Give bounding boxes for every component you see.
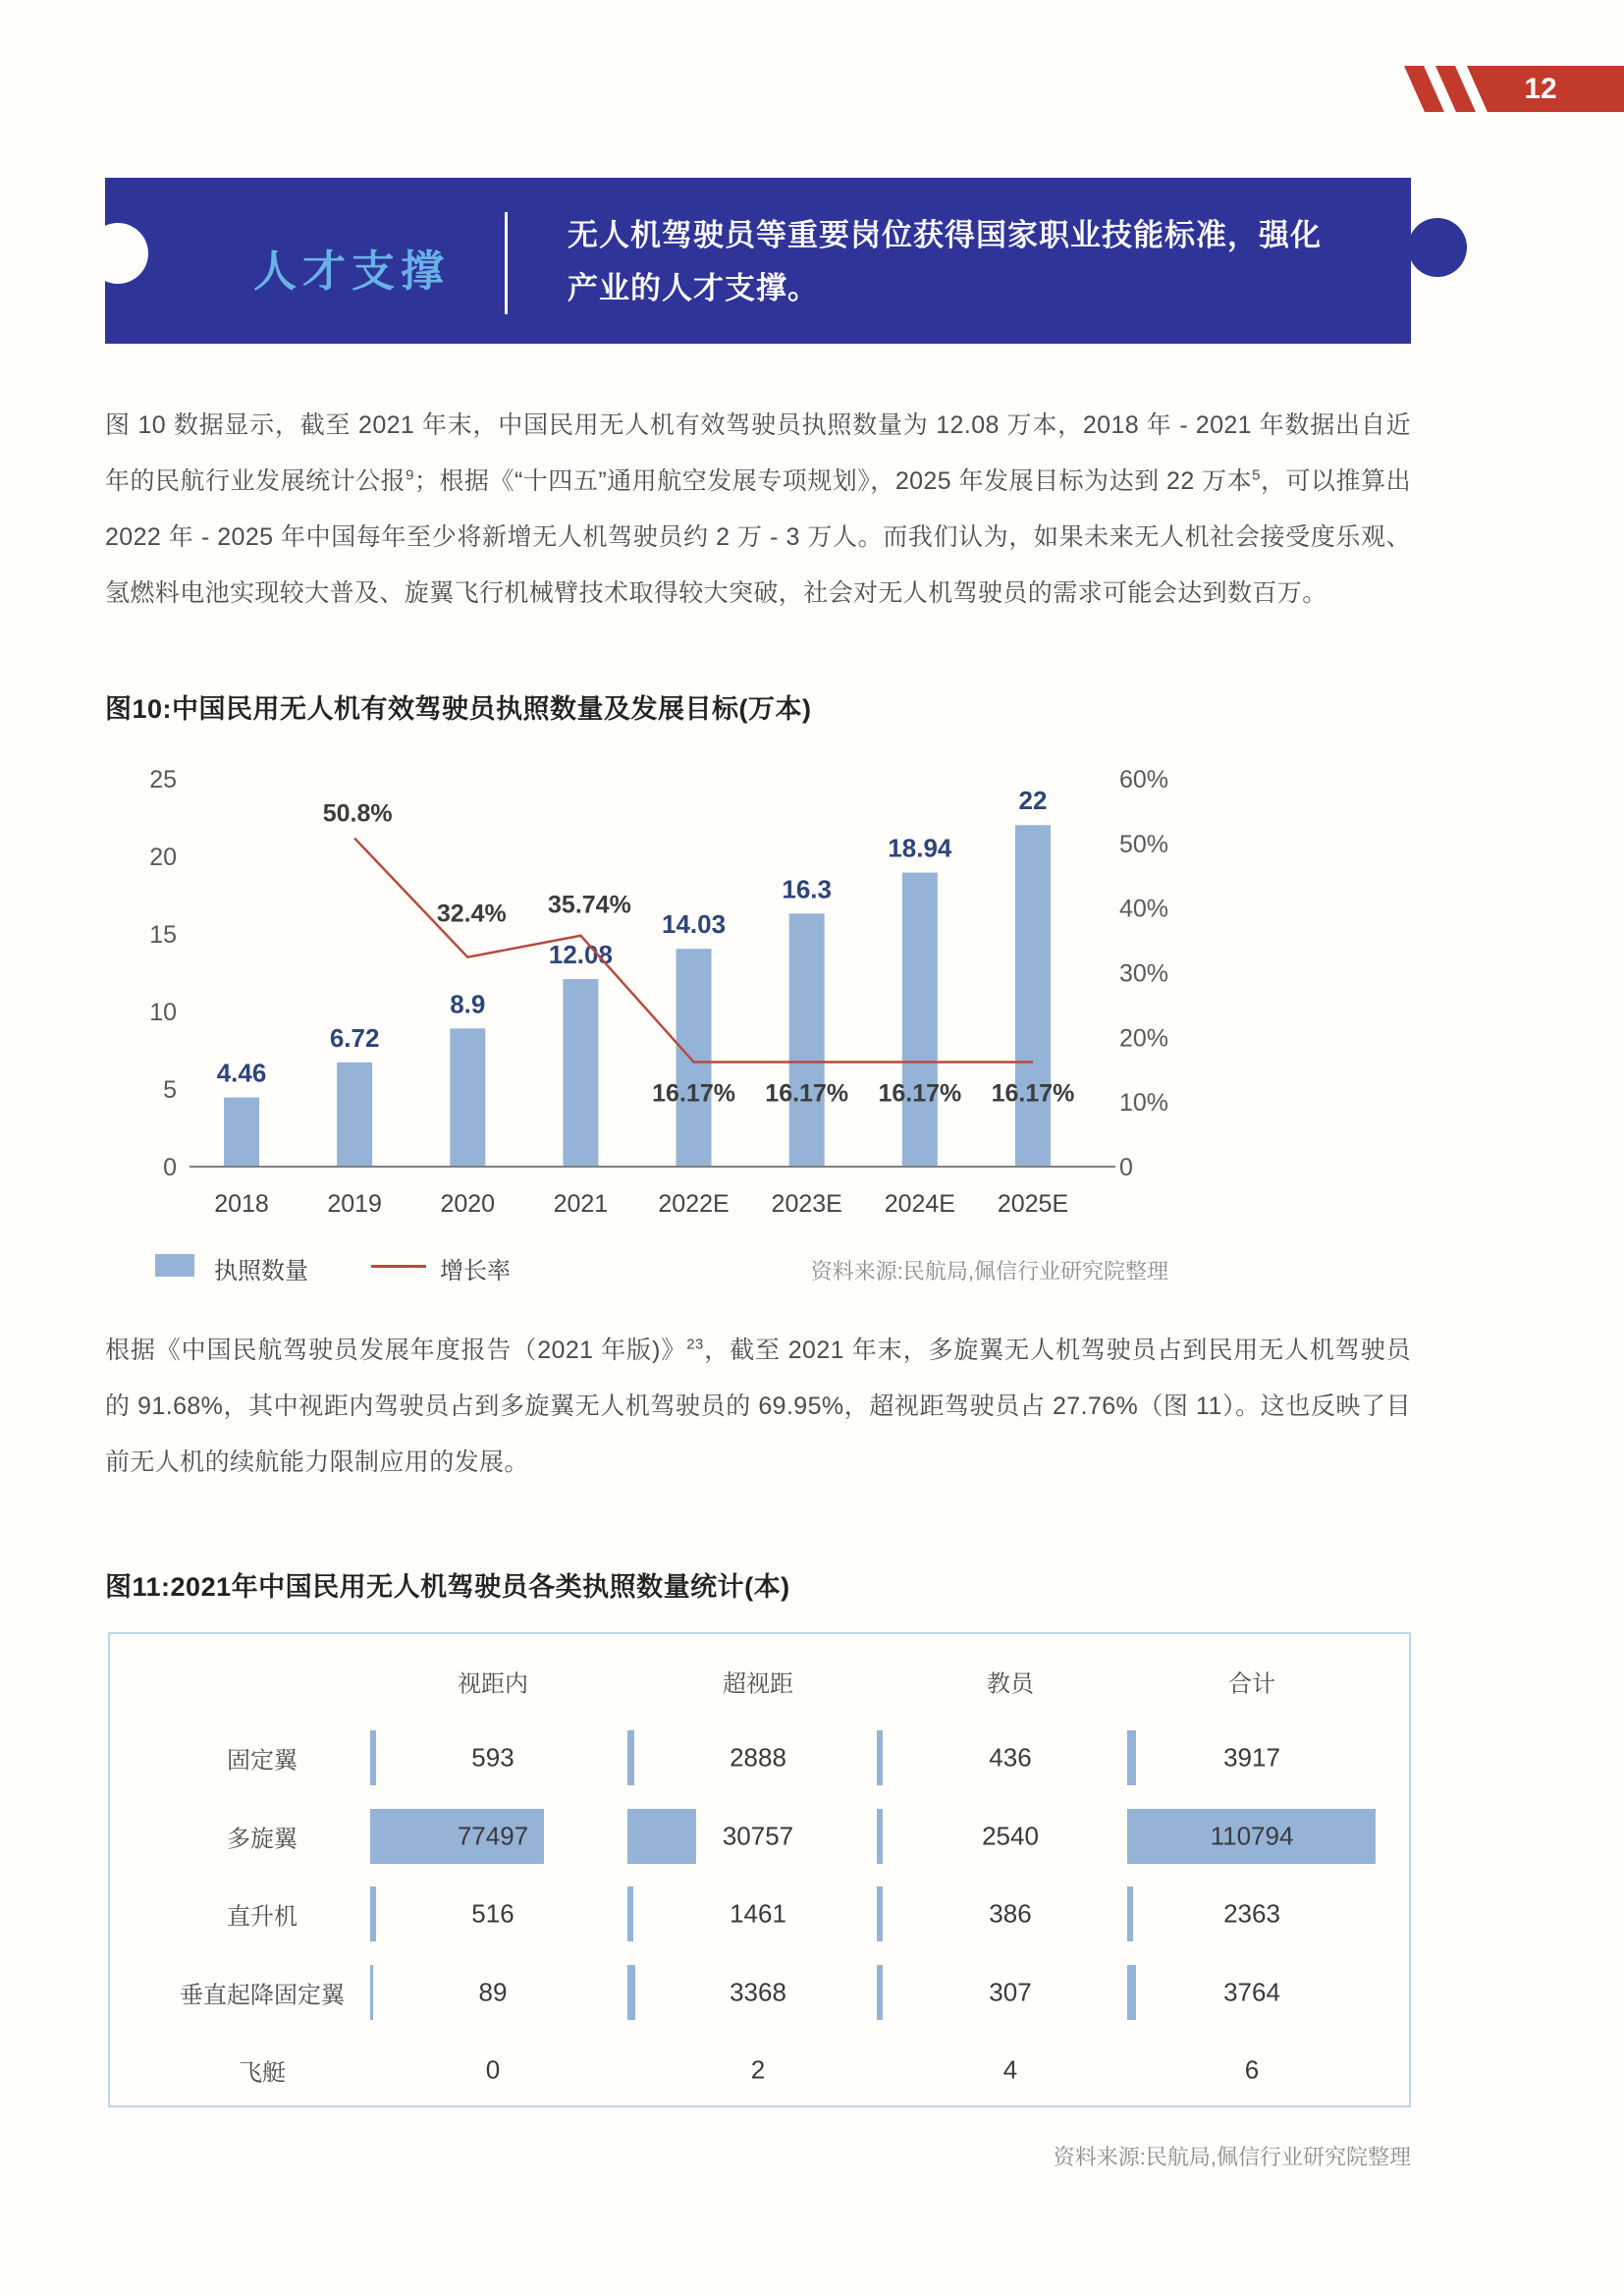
right-axis-tick: 30% <box>1119 959 1169 988</box>
table-cell-value: 77497 <box>457 1821 529 1850</box>
left-axis-tick: 15 <box>149 920 177 949</box>
table-header: 超视距 <box>723 1670 793 1698</box>
legend-bar-swatch <box>155 1254 194 1277</box>
table-cell-value: 1461 <box>730 1898 786 1929</box>
section-subtitle <box>568 209 1432 315</box>
bar-value-label: 12.08 <box>548 940 613 970</box>
x-axis-category: 2019 <box>327 1190 382 1218</box>
table-cell-value: 516 <box>471 1898 514 1929</box>
figure11-title: 图11:2021年中国民用无人机驾驶员各类执照数量统计(本) <box>105 1572 790 1602</box>
x-axis-category: 2018 <box>214 1190 269 1218</box>
table-data-bar <box>370 1886 376 1941</box>
bar-2022E <box>677 949 712 1167</box>
bar-2018 <box>224 1097 259 1167</box>
x-axis-category: 2021 <box>553 1190 609 1218</box>
bar-2019 <box>337 1063 372 1167</box>
figure10-title: 图10:中国民用无人机有效驾驶员执照数量及发展目标(万本) <box>105 694 812 724</box>
left-axis-tick: 25 <box>149 765 177 793</box>
bar-2020 <box>450 1028 485 1167</box>
table-cell-value: 2 <box>750 2054 766 2085</box>
table-data-bar <box>1127 1730 1136 1785</box>
left-axis-tick: 0 <box>163 1154 177 1181</box>
line-value-label: 16.17% <box>765 1079 849 1108</box>
table-data-bar <box>877 1730 883 1785</box>
table-row-label: 固定翼 <box>227 1747 298 1775</box>
table-cell-value: 89 <box>478 1977 508 2006</box>
table-data-bar <box>627 1886 633 1941</box>
table-data-bar <box>370 1965 373 2020</box>
paragraph-2-text: 根据《中国民航驾驶员发展年度报告（2021 年版)》 <box>105 1337 687 1364</box>
table-data-bar <box>877 1965 883 2020</box>
right-axis-tick: 40% <box>1119 895 1169 923</box>
table-row-label: 多旋翼 <box>227 1826 298 1852</box>
bar-2025E <box>1015 825 1051 1167</box>
legend-line-label: 增长率 <box>440 1258 511 1284</box>
right-axis-tick: 60% <box>1119 766 1169 794</box>
page-number: 12 <box>1524 72 1557 105</box>
line-value-label: 16.17% <box>878 1079 962 1108</box>
left-axis-tick: 10 <box>149 998 177 1026</box>
paragraph-1-text: 图 10 数据显示，截至 2021 年末，中国民用无人机有效驾驶员执照数量为 12.08 万本，2018 年 - 2021 年数据出自近年的民航行业发展统计公报 <box>105 411 1411 495</box>
table-cell-value: 386 <box>989 1898 1032 1929</box>
figure11-source: 资料来源:民航局,佩信行业研究院整理 <box>1053 2145 1411 2169</box>
table-cell-value: 110794 <box>1210 1821 1294 1850</box>
table-header: 教员 <box>987 1670 1034 1698</box>
table-cell-value: 2540 <box>982 1821 1039 1850</box>
table-cell-value: 30757 <box>722 1821 794 1850</box>
table-row-label: 垂直起降固定翼 <box>180 1982 345 2008</box>
footnote-ref-9: 9 <box>406 466 414 484</box>
footnote-ref-5: 5 <box>1252 466 1261 484</box>
bar-value-label: 14.03 <box>662 909 727 940</box>
table-cell-value: 6 <box>1244 2054 1260 2085</box>
table-data-bar <box>627 1730 634 1785</box>
footnote-ref-23: 23 <box>686 1336 704 1353</box>
table-header: 合计 <box>1228 1670 1275 1698</box>
legend-bar-label: 执照数量 <box>214 1258 308 1284</box>
figure10-source: 资料来源:民航局,佩信行业研究院整理 <box>810 1259 1168 1284</box>
table-header: 视距内 <box>458 1670 528 1698</box>
right-axis-tick: 10% <box>1119 1089 1169 1118</box>
line-value-label: 35.74% <box>548 891 631 919</box>
section-subtitle-line2: 产业的人才支撑。 <box>568 271 819 305</box>
line-value-label: 32.4% <box>436 900 507 928</box>
table-data-bar <box>1127 1886 1133 1941</box>
line-value-label: 16.17% <box>991 1079 1075 1108</box>
paragraph-1 <box>105 398 1411 622</box>
bar-2023E <box>789 913 825 1167</box>
legend-line-swatch <box>371 1265 426 1268</box>
bar-2021 <box>563 979 598 1167</box>
bar-value-label: 16.3 <box>782 874 833 904</box>
figure10-chart <box>0 756 1237 1228</box>
paragraph-2 <box>105 1323 1411 1491</box>
table-data-bar <box>627 1965 635 2020</box>
right-axis-tick: 20% <box>1119 1024 1169 1053</box>
table-cell-value: 307 <box>989 1977 1032 2006</box>
table-cell-value: 3764 <box>1223 1977 1280 2006</box>
table-row-label: 飞艇 <box>239 2059 286 2087</box>
table-cell-value: 4 <box>1002 2054 1018 2085</box>
table-cell-value: 3917 <box>1223 1742 1280 1773</box>
table-row-label: 直升机 <box>227 1903 298 1931</box>
banner-divider <box>505 212 508 314</box>
left-axis-tick: 20 <box>149 843 177 871</box>
bar-value-label: 18.94 <box>888 833 952 863</box>
left-axis-tick: 5 <box>163 1075 177 1104</box>
table-cell-value: 2363 <box>1223 1898 1280 1929</box>
x-axis-category: 2024E <box>884 1190 955 1218</box>
table-data-bar <box>877 1886 883 1941</box>
table-cell-value: 436 <box>989 1742 1032 1773</box>
bar-value-label: 22 <box>1018 786 1048 816</box>
right-axis-tick: 50% <box>1119 830 1169 858</box>
x-axis-category: 2022E <box>658 1190 730 1218</box>
table-cell-value: 2888 <box>730 1742 786 1773</box>
right-axis-tick: 0 <box>1119 1154 1133 1181</box>
x-axis-category: 2023E <box>771 1190 842 1218</box>
paragraph-1-text: ，可以推算出 2022 年 - 2025 年中国每年至少将新增无人机驾驶员约 2 万 - 3 万人。而我们认为，如果未来无人机社会接受度乐观、氢燃料电池实现较大普及、旋翼飞行机械臂技术取得较大突破，社会对无人机驾驶员的需求可能会达到数百万。 <box>105 467 1411 607</box>
bar-value-label: 4.46 <box>216 1058 267 1088</box>
bar-2024E <box>902 873 938 1167</box>
x-axis-category: 2020 <box>440 1190 496 1218</box>
paragraph-1-text: ；根据《“十四五”通用航空发展专项规划》，2025 年发展目标为达到 22 万本 <box>413 467 1253 495</box>
table-data-bar <box>370 1730 376 1785</box>
paragraph-2-text: ，截至 2021 年末，多旋翼无人机驾驶员占到民用无人机驾驶员的 91.68%，其中视距内驾驶员占到多旋翼无人机驾驶员的 69.95%，超视距驾驶员占 27.76%（图 11）。这也反映了目前无人机的续航能力限制应用的发展。 <box>105 1337 1411 1476</box>
section-title: 人才支撑 <box>253 247 450 296</box>
table-cell-value: 3368 <box>730 1977 786 2006</box>
line-value-label: 16.17% <box>652 1079 735 1108</box>
line-value-label: 50.8% <box>322 799 393 828</box>
section-subtitle-line1: 无人机驾驶员等重要岗位获得国家职业技能标准，强化 <box>568 218 1322 252</box>
banner-socket-decoration <box>87 223 148 284</box>
figure11-table <box>108 1632 1411 2107</box>
table-data-bar <box>877 1809 883 1864</box>
table-data-bar <box>1127 1965 1136 2020</box>
table-cell-value: 0 <box>485 2054 501 2085</box>
x-axis-category: 2025E <box>997 1190 1069 1218</box>
bar-value-label: 8.9 <box>450 989 486 1019</box>
bar-value-label: 6.72 <box>329 1022 380 1053</box>
table-cell-value: 593 <box>471 1742 514 1773</box>
